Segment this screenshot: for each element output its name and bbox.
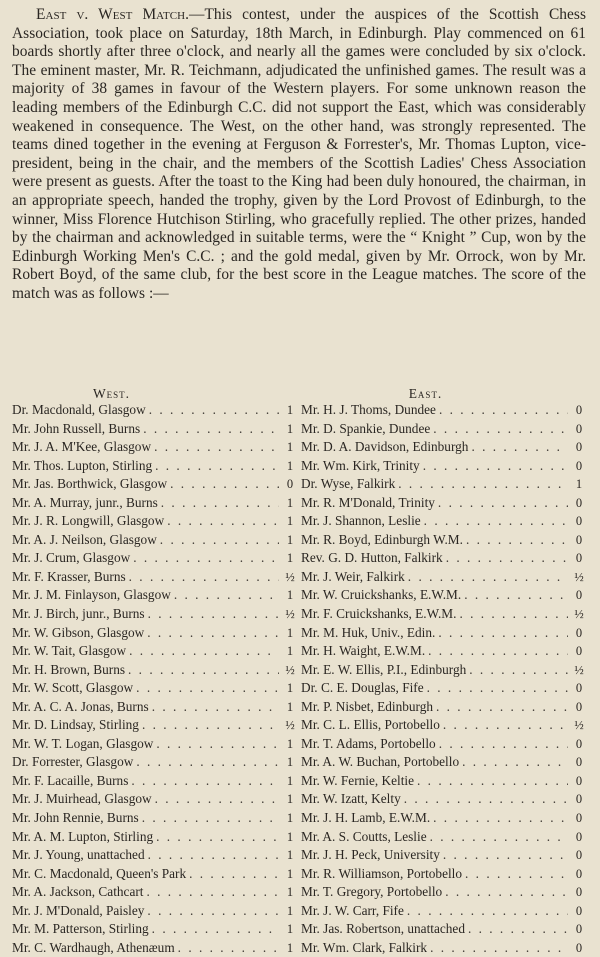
west-player-row <box>12 809 301 828</box>
player-name: Mr. J. Birch, junr., Burns <box>12 606 145 622</box>
player-name: Mr. C. Wardhaugh, Athenæum <box>12 939 175 955</box>
player-score: 0 <box>575 885 583 900</box>
report-body: —This contest, under the auspices of the Scottish Chess Association, took place on Saturday, 18th March, in Edinburgh. Play commenced on 61 boards shortly after three o'clock, and nearly all the games were concluded by six o'clock. The eminent master, Mr. R. Teichmann, adjudicated the unfinished games. The result was a majority of 38 games in favour of the Western players. For some unknown reason the leading members of the Edinburgh C.C. did not support the East, which was considerably weakened in consequence. The West, on the other hand, was strongly represented. The teams dined together in the evening at Ferguson & Forrester's, Mr. Thomas Lupton, vice-president, being in the chair, and the members of the Scottish Ladies' Chess Association were present as guests. After the toast to the King had been duly honoured, the chairman, in an appropriate speech, handed the trophy, given by the Lord Provost of Edinburgh, to the winner, Miss Florence Hutchison Stirling, who gracefully replied. The other prizes, handed by the chairman and acknowledged in suitable terms, were the “ Knight ” Cup, won by the Edinburgh Working Men's C.C. ; and the gold medal, given by Mr. Orrock, won by Mr. Robert Boyd, of the same club, for the best score in the League matches. The score of the match was as follows :— <box>12 6 587 302</box>
player-name: Mr. R. Williamson, Portobello <box>301 865 463 881</box>
leader-dots <box>144 624 279 643</box>
report-heading: East v. West Match. <box>36 6 190 23</box>
player-name: Mr. C. Macdonald, Queen's Park <box>12 865 187 881</box>
leader-dots <box>128 772 279 791</box>
player-name: Mr. A. C. A. Jonas, Burns <box>12 698 149 714</box>
leader-dots <box>430 809 568 828</box>
player-score: 1 <box>286 495 294 510</box>
player-name: Mr. W. Tait, Glasgow <box>12 643 127 659</box>
leader-dots <box>126 642 279 661</box>
leader-dots <box>430 420 568 439</box>
leader-dots <box>151 438 279 457</box>
player-name: Mr. J. Crum, Glasgow <box>12 550 131 566</box>
player-score: 1 <box>286 514 294 529</box>
player-name: Mr. Thos. Lupton, Stirling <box>12 457 153 473</box>
west-player-row <box>12 512 301 531</box>
player-score: 1 <box>286 792 294 807</box>
player-score: 1 <box>286 848 294 863</box>
player-score: 0 <box>575 532 583 547</box>
east-player-row <box>301 828 590 847</box>
player-score: 0 <box>575 421 583 436</box>
east-player-row <box>301 809 590 828</box>
player-name: Dr. Wyse, Falkirk <box>301 476 396 492</box>
leader-dots <box>149 698 279 717</box>
player-score: 0 <box>575 440 583 455</box>
leader-dots <box>133 753 279 772</box>
player-name: Mr. R. M'Donald, Trinity <box>301 494 435 510</box>
player-score: ½ <box>285 718 295 733</box>
east-player-row <box>301 475 590 494</box>
west-player-row <box>12 642 301 661</box>
player-name: Mr. J. H. Peck, University <box>301 847 440 863</box>
east-player-row <box>301 939 590 957</box>
west-player-row <box>12 401 301 420</box>
east-player-row <box>301 679 590 698</box>
leader-dots <box>466 661 568 680</box>
player-name: Mr. J. Shannon, Leslie <box>301 513 421 529</box>
leader-dots <box>145 605 279 624</box>
player-score: ½ <box>574 607 584 622</box>
player-score: 0 <box>575 940 583 955</box>
east-player-row <box>301 716 590 735</box>
player-name: Mr. J. Muirhead, Glasgow <box>12 791 152 807</box>
west-player-row <box>12 679 301 698</box>
west-player-row <box>12 475 301 494</box>
leader-dots <box>436 401 568 420</box>
player-score: 0 <box>575 811 583 826</box>
player-name: Mr. A. Murray, junr., Burns <box>12 494 158 510</box>
east-player-row <box>301 586 590 605</box>
player-name: Mr. J. H. Lamb, E.W.M. <box>301 810 431 826</box>
east-player-row <box>301 790 590 809</box>
player-score: 1 <box>286 421 294 436</box>
leader-dots <box>404 902 568 921</box>
player-score: 0 <box>575 514 583 529</box>
player-name: Mr. J. M'Donald, Paisley <box>12 902 145 918</box>
player-score: 1 <box>286 922 294 937</box>
report-paragraph <box>12 6 586 304</box>
player-score: 1 <box>286 403 294 417</box>
leader-dots <box>139 809 279 828</box>
player-score: 1 <box>286 866 294 881</box>
player-score: 0 <box>575 773 583 788</box>
leader-dots <box>143 883 279 902</box>
leader-dots <box>152 790 279 809</box>
player-name: Mr. Wm. Kirk, Trinity <box>301 457 420 473</box>
leader-dots <box>153 735 279 754</box>
player-name: Mr. W. Scott, Glasgow <box>12 680 134 696</box>
player-score: 0 <box>575 495 583 510</box>
player-name: Mr. A. M. Lupton, Stirling <box>12 828 154 844</box>
player-name: Mr. T. Adams, Portobello <box>301 735 436 751</box>
player-score: ½ <box>285 569 295 584</box>
player-name: Mr. H. J. Thoms, Dundee <box>301 402 436 417</box>
west-player-row <box>12 883 301 902</box>
leader-dots <box>421 512 568 531</box>
player-score: 0 <box>575 736 583 751</box>
east-player-row <box>301 753 590 772</box>
leader-dots <box>140 420 279 439</box>
leader-dots <box>461 586 568 605</box>
player-score: 1 <box>286 755 294 770</box>
east-player-row <box>301 902 590 921</box>
west-player-row <box>12 586 301 605</box>
player-name: Mr. E. W. Ellis, P.I., Edinburgh <box>301 661 467 677</box>
player-score: 0 <box>575 551 583 566</box>
leader-dots <box>153 828 279 847</box>
player-score: 0 <box>575 625 583 640</box>
player-name: Mr. H. Waight, E.W.M. <box>301 643 426 659</box>
player-name: Mr. D. Lindsay, Stirling <box>12 717 139 733</box>
player-score: 1 <box>286 811 294 826</box>
player-score: ½ <box>574 718 584 733</box>
leader-dots <box>435 494 568 513</box>
west-player-row <box>12 846 301 865</box>
player-name: Dr. Macdonald, Glasgow <box>12 402 146 417</box>
west-player-row <box>12 735 301 754</box>
west-player-row <box>12 716 301 735</box>
leader-dots <box>468 438 568 457</box>
east-player-row <box>301 698 590 717</box>
leader-dots <box>462 865 568 884</box>
player-score: 0 <box>575 848 583 863</box>
player-score: 0 <box>575 903 583 918</box>
west-player-row <box>12 865 301 884</box>
east-rows <box>301 401 590 957</box>
leader-dots <box>167 475 279 494</box>
player-name: Mr. A. S. Coutts, Leslie <box>301 828 427 844</box>
leader-dots <box>465 920 568 939</box>
player-name: Mr. R. Boyd, Edinburgh W.M. <box>301 531 463 547</box>
player-score: 0 <box>575 699 583 714</box>
west-player-row <box>12 698 301 717</box>
leader-dots <box>456 605 568 624</box>
leader-dots <box>144 902 279 921</box>
player-score: 1 <box>286 940 294 955</box>
player-name: Dr. C. E. Douglas, Fife <box>301 680 424 696</box>
player-name: Mr. J. A. M'Kee, Glasgow <box>12 439 152 455</box>
player-score: ½ <box>285 662 295 677</box>
east-player-row <box>301 457 590 476</box>
east-player-row <box>301 438 590 457</box>
leader-dots <box>463 531 568 550</box>
player-score: 1 <box>286 458 294 473</box>
east-player-row <box>301 549 590 568</box>
west-player-row <box>12 790 301 809</box>
player-name: Mr. D. A. Davidson, Edinburgh <box>301 439 469 455</box>
player-score: 1 <box>286 699 294 714</box>
west-column <box>12 387 301 957</box>
leader-dots <box>435 624 568 643</box>
leader-dots <box>405 568 568 587</box>
west-player-row <box>12 531 301 550</box>
west-player-row <box>12 568 301 587</box>
west-heading: West. <box>92 386 131 401</box>
east-player-row <box>301 865 590 884</box>
west-player-row <box>12 624 301 643</box>
player-name: Mr. J. R. Longwill, Glasgow <box>12 513 165 529</box>
east-player-row <box>301 661 590 680</box>
west-player-row <box>12 902 301 921</box>
player-score: 1 <box>286 773 294 788</box>
leader-dots <box>459 753 568 772</box>
player-score: ½ <box>285 607 295 622</box>
leader-dots <box>175 939 279 957</box>
player-score: 1 <box>286 681 294 696</box>
leader-dots <box>436 735 568 754</box>
player-name: Mr. W. Cruickshanks, E.W.M. <box>301 587 462 603</box>
east-player-row <box>301 846 590 865</box>
leader-dots <box>164 512 279 531</box>
east-player-row <box>301 642 590 661</box>
player-name: Mr. John Russell, Burns <box>12 420 141 436</box>
leader-dots <box>145 846 279 865</box>
leader-dots <box>442 883 568 902</box>
player-name: Mr. A. W. Buchan, Portobello <box>301 754 460 770</box>
player-name: Mr. A. J. Neilson, Glasgow <box>12 531 157 547</box>
leader-dots <box>158 494 279 513</box>
player-score: ½ <box>574 569 584 584</box>
leader-dots <box>186 865 279 884</box>
player-name: Mr. C. L. Ellis, Portobello <box>301 717 440 733</box>
player-name: Mr. J. Young, unattached <box>12 847 145 863</box>
player-score: 0 <box>575 458 583 473</box>
player-name: Mr. M. Huk, Univ., Edin. <box>301 624 436 640</box>
west-player-row <box>12 772 301 791</box>
east-player-row <box>301 512 590 531</box>
east-player-row <box>301 735 590 754</box>
player-name: Mr. T. Gregory, Portobello <box>301 884 443 900</box>
player-score: 0 <box>575 588 583 603</box>
player-score: 1 <box>286 532 294 547</box>
player-score: 0 <box>575 644 583 659</box>
leader-dots <box>152 457 279 476</box>
leader-dots <box>395 475 568 494</box>
leader-dots <box>171 586 279 605</box>
leader-dots <box>149 920 279 939</box>
player-score: 0 <box>575 403 583 417</box>
player-score: 1 <box>575 477 583 492</box>
player-name: Mr. F. Cruickshanks, E.W.M. <box>301 606 457 622</box>
player-score: 0 <box>575 866 583 881</box>
east-player-row <box>301 883 590 902</box>
player-name: Mr. Jas. Borthwick, Glasgow <box>12 476 168 492</box>
player-score: ½ <box>574 662 584 677</box>
player-name: Mr. Jas. Robertson, unattached <box>301 921 465 937</box>
west-player-row <box>12 939 301 957</box>
player-score: 1 <box>286 736 294 751</box>
east-player-row <box>301 568 590 587</box>
player-score: 0 <box>575 922 583 937</box>
player-score: 1 <box>286 829 294 844</box>
player-name: Mr. W. T. Logan, Glasgow <box>12 735 154 751</box>
leader-dots <box>126 568 279 587</box>
west-player-row <box>12 494 301 513</box>
west-player-row <box>12 753 301 772</box>
player-name: Mr. D. Spankie, Dundee <box>301 420 431 436</box>
player-name: Mr. J. M. Finlayson, Glasgow <box>12 587 171 603</box>
leader-dots <box>146 401 279 420</box>
player-score: 0 <box>286 477 294 492</box>
east-player-row <box>301 494 590 513</box>
player-name: Mr. W. Fernie, Keltie <box>301 772 415 788</box>
east-player-row <box>301 531 590 550</box>
player-name: Mr. J. W. Carr, Fife <box>301 902 404 918</box>
east-column <box>301 387 590 957</box>
west-player-row <box>12 438 301 457</box>
east-player-row <box>301 401 590 420</box>
leader-dots <box>425 642 568 661</box>
east-player-row <box>301 420 590 439</box>
leader-dots <box>427 939 568 957</box>
player-score: 1 <box>286 551 294 566</box>
east-player-row <box>301 772 590 791</box>
player-score: 0 <box>575 829 583 844</box>
player-name: Mr. J. Weir, Falkirk <box>301 568 405 584</box>
leader-dots <box>133 679 279 698</box>
leader-dots <box>130 549 279 568</box>
player-name: Mr. F. Lacaille, Burns <box>12 772 129 788</box>
player-score: 0 <box>575 755 583 770</box>
player-name: Mr. John Rennie, Burns <box>12 810 139 826</box>
player-name: Rev. G. D. Hutton, Falkirk <box>301 550 443 566</box>
player-score: 0 <box>575 792 583 807</box>
east-player-row <box>301 920 590 939</box>
leader-dots <box>420 457 568 476</box>
west-player-row <box>12 549 301 568</box>
leader-dots <box>414 772 568 791</box>
player-score: 1 <box>286 903 294 918</box>
player-name: Dr. Forrester, Glasgow <box>12 754 134 770</box>
east-player-row <box>301 624 590 643</box>
west-player-row <box>12 920 301 939</box>
player-name: Mr. W. Gibson, Glasgow <box>12 624 145 640</box>
leader-dots <box>125 661 279 680</box>
leader-dots <box>401 790 568 809</box>
west-player-row <box>12 828 301 847</box>
player-score: 1 <box>286 588 294 603</box>
leader-dots <box>440 716 568 735</box>
east-player-row <box>301 605 590 624</box>
west-player-row <box>12 420 301 439</box>
leader-dots <box>443 549 568 568</box>
leader-dots <box>424 679 568 698</box>
player-name: Mr. Wm. Clark, Falkirk <box>301 939 428 955</box>
player-score: 0 <box>575 681 583 696</box>
leader-dots <box>157 531 279 550</box>
player-name: Mr. M. Patterson, Stirling <box>12 921 149 937</box>
player-score: 1 <box>286 644 294 659</box>
player-name: Mr. P. Nisbet, Edinburgh <box>301 698 433 714</box>
leader-dots <box>433 698 568 717</box>
player-name: Mr. H. Brown, Burns <box>12 661 126 677</box>
west-player-row <box>12 457 301 476</box>
player-score: 1 <box>286 440 294 455</box>
west-player-row <box>12 661 301 680</box>
leader-dots <box>440 846 568 865</box>
player-name: Mr. W. Izatt, Kelty <box>301 791 401 807</box>
player-score: 1 <box>286 885 294 900</box>
east-heading: East. <box>408 386 443 401</box>
player-name: Mr. A. Jackson, Cathcart <box>12 884 144 900</box>
west-player-row <box>12 605 301 624</box>
west-rows <box>12 401 301 957</box>
score-table <box>12 387 586 957</box>
leader-dots <box>139 716 279 735</box>
leader-dots <box>427 828 568 847</box>
player-score: 1 <box>286 625 294 640</box>
player-name: Mr. F. Krasser, Burns <box>12 568 126 584</box>
